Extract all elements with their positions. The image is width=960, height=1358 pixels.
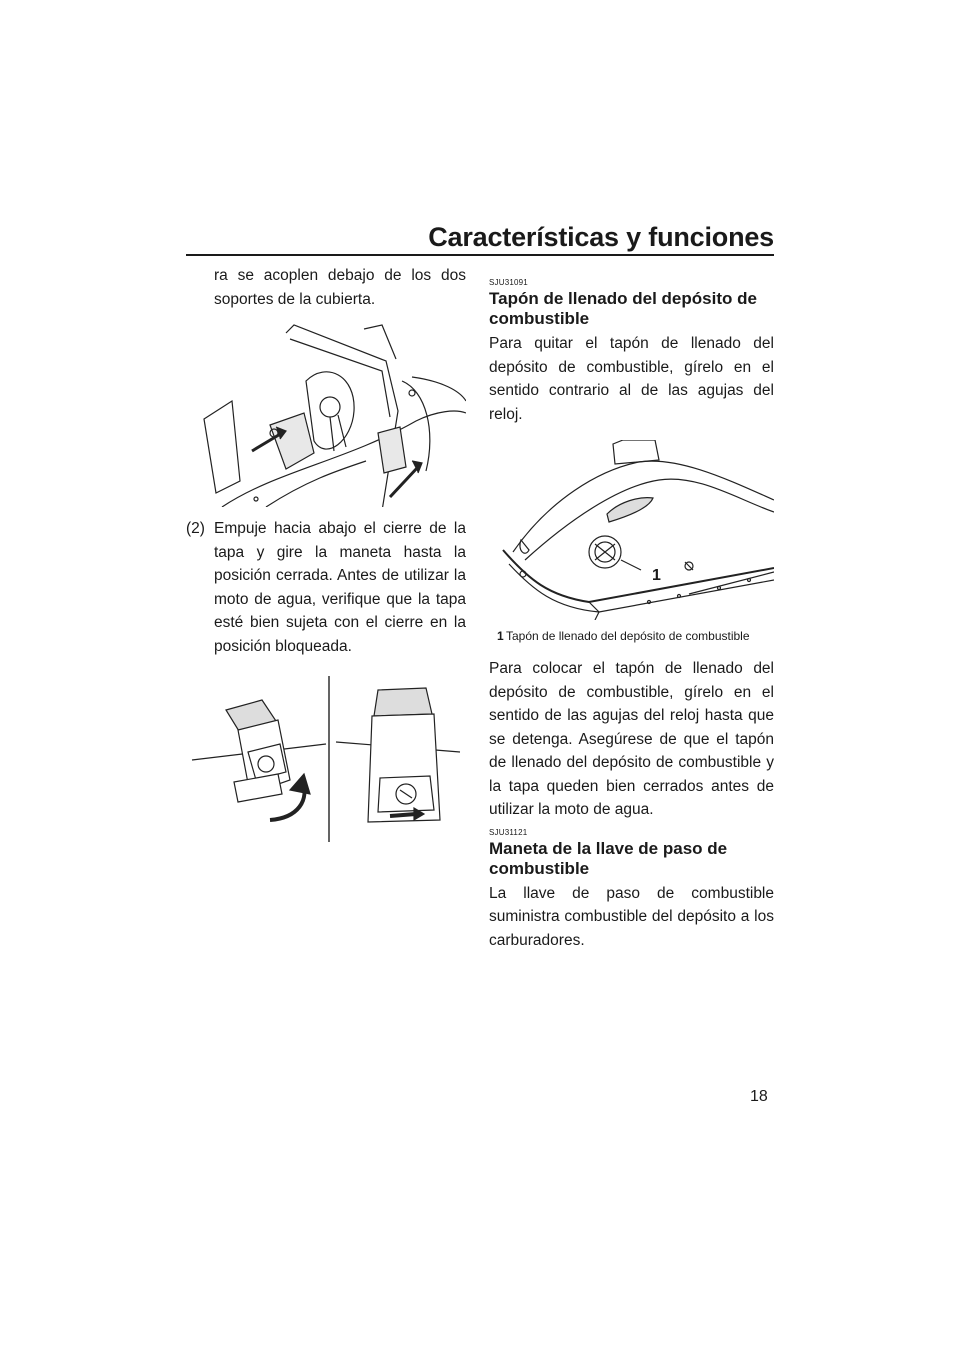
fuel-cap-illustration <box>489 440 774 620</box>
hood-latch-illustration <box>186 670 466 848</box>
step-2-number: (2) <box>186 520 205 537</box>
right-column <box>489 278 774 952</box>
step-2-text: Empuje hacia abajo el cierre de la tapa y gire la maneta hasta la posición cerrada. Antes de utilizar la moto de agua, verifique que la tapa esté bien sujeta con el cierre en la posición bloqueada. <box>214 520 466 655</box>
section-code-fuel-cap: SJU31091 <box>489 278 528 287</box>
page-number: 18 <box>750 1088 768 1105</box>
fuel-cap-callout-number: 1 <box>652 567 661 584</box>
fuel-cap-caption <box>489 630 774 643</box>
continuation-paragraph: ra se acoplen debajo de los dos soportes de la cubierta. <box>214 267 466 308</box>
header-rule <box>186 254 774 256</box>
hood-brackets-illustration <box>186 321 466 507</box>
fuel-cap-body: Para colocar el tapón de llenado del depósito de combustible, gírelo en el sentido de las agujas del reloj hasta que se detenga. Asegúrese de que el tapón de llenado del depósito de combustible y la tapa queden bien cerrados antes de utilizar la moto de agua. <box>489 660 774 818</box>
caption-number: 1 <box>497 629 504 643</box>
section-code-fuel-cock: SJU31121 <box>489 827 528 837</box>
fuel-cap-intro: Para quitar el tapón de llenado del depósito de combustible, gírelo en el sentido contrario al de las agujas del reloj. <box>489 335 774 423</box>
heading-fuel-cock: Maneta de la llave de paso de combustible <box>489 838 728 878</box>
step-2 <box>186 517 466 658</box>
left-column <box>186 264 466 858</box>
heading-fuel-cap: Tapón de llenado del depósito de combustible <box>489 289 757 328</box>
page-header-title: Características y funciones <box>428 222 774 252</box>
caption-text: Tapón de llenado del depósito de combustible <box>506 629 750 643</box>
fuel-cock-body: La llave de paso de combustible suministra combustible del depósito a los carburadores. <box>489 884 774 949</box>
